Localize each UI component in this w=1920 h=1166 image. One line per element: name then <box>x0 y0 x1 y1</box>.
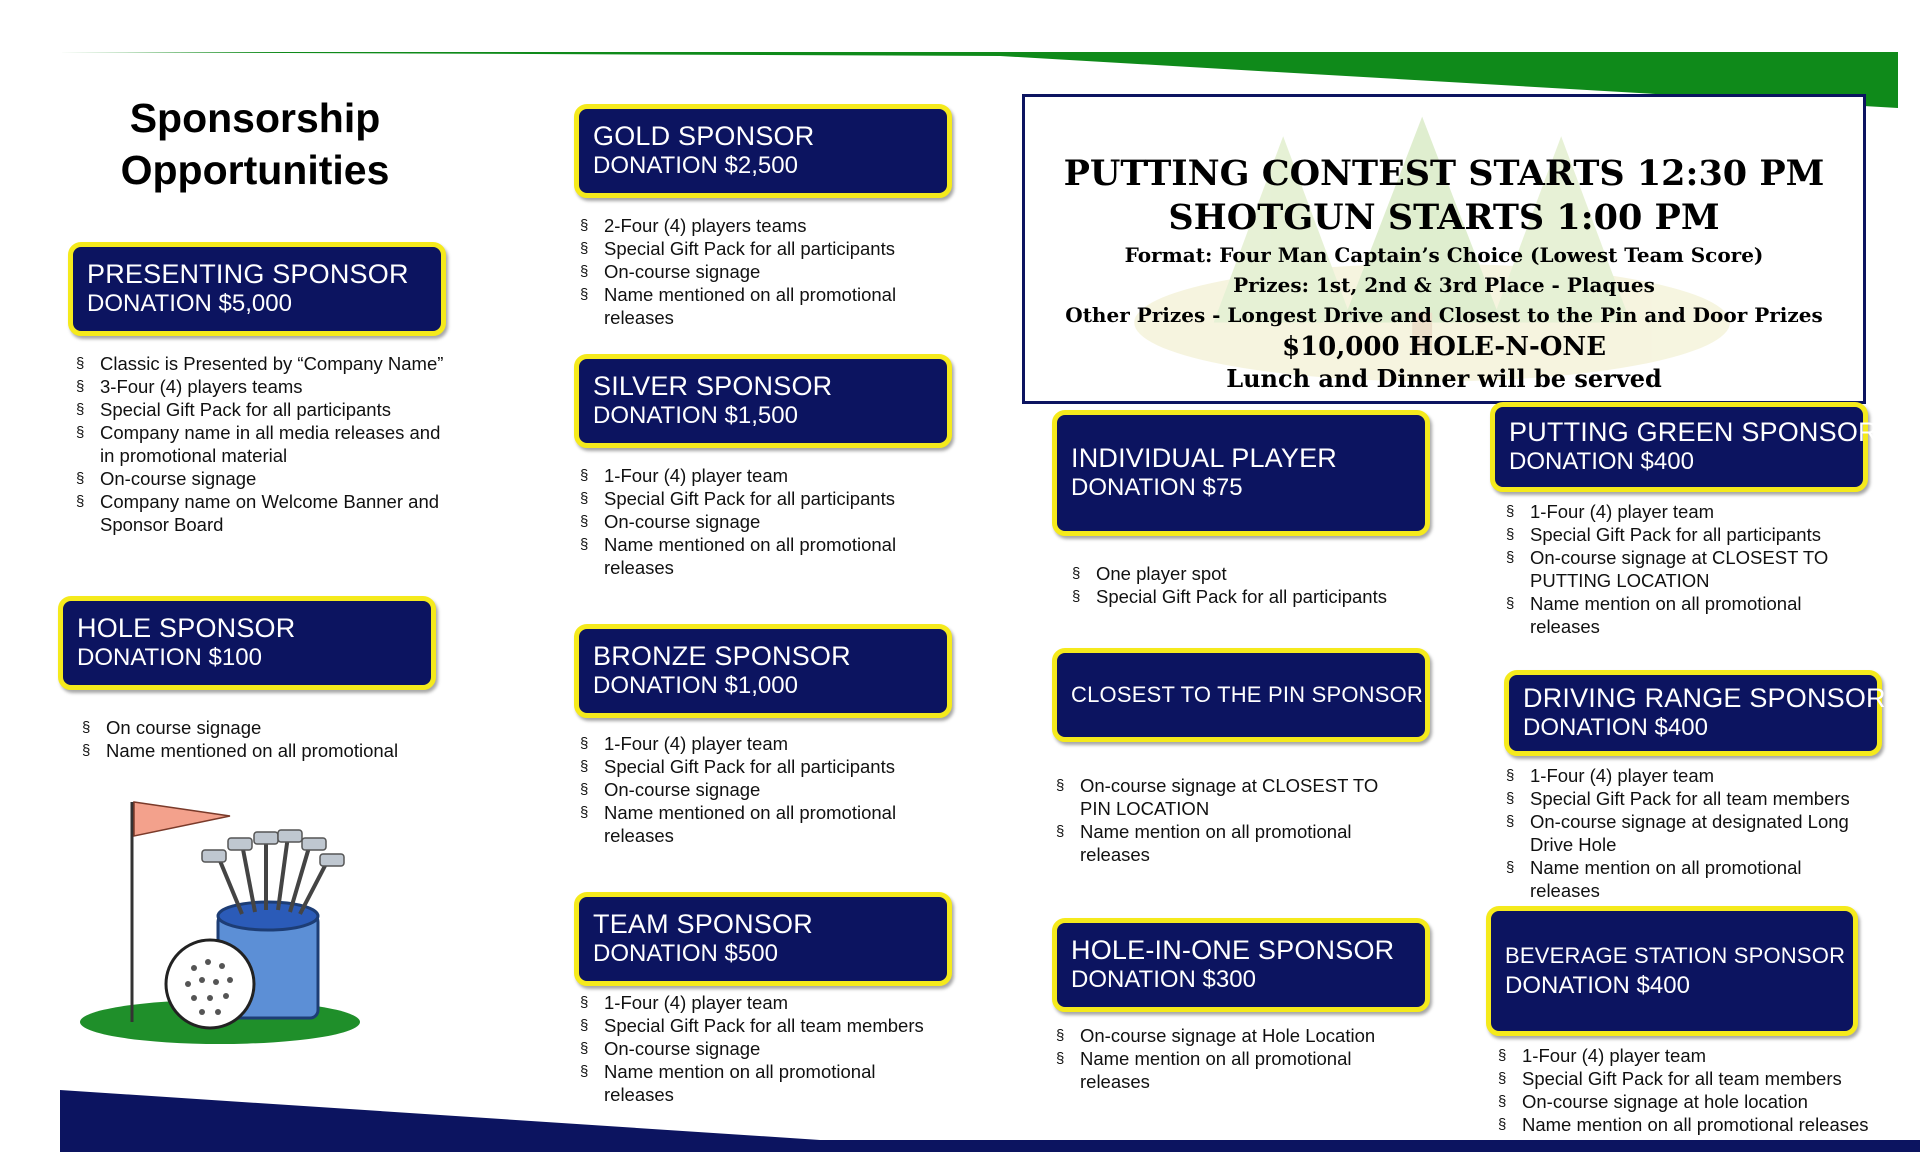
sponsor-donation: DONATION $400 <box>1505 972 1690 999</box>
title-line-2: Opportunities <box>120 147 390 193</box>
silver-sponsor-box <box>574 354 952 448</box>
benefit-item: § On course signage <box>80 716 460 739</box>
putting-green-benefits <box>1504 500 1864 638</box>
benefit-item: § Name mention on all promotional releases <box>1496 1113 1896 1136</box>
page-title <box>70 92 440 196</box>
hole-in-one-prize: $10,000 HOLE-N-ONE <box>1281 332 1607 362</box>
benefit-item: § Name mention on all promotional releases <box>1054 820 1414 866</box>
sponsor-name: HOLE-IN-ONE SPONSOR <box>1071 935 1395 965</box>
putting-green-box <box>1490 402 1878 492</box>
benefit-item: § Special Gift Pack for all team members <box>1504 787 1874 810</box>
benefit-item: § On-course signage at CLOSEST TO PIN LOCATION <box>1054 774 1414 820</box>
individual-player-box <box>1052 410 1430 536</box>
benefit-item: § On-course signage <box>578 260 938 283</box>
silver-benefits <box>578 464 938 579</box>
sponsor-name: DRIVING RANGE SPONSOR <box>1523 683 1886 713</box>
benefit-item: § 1-Four (4) player team <box>1504 764 1874 787</box>
closest-to-pin-box <box>1052 648 1430 742</box>
team-benefits <box>578 991 938 1106</box>
benefit-item: § Special Gift Pack for all participants <box>74 398 454 421</box>
benefit-item: § Name mention on all promotional releases <box>1504 592 1864 638</box>
hole-in-one-benefits <box>1054 1024 1414 1093</box>
benefit-item: § Company name in all media releases and in promotional material <box>74 421 454 467</box>
benefit-item: § One player spot <box>1070 562 1430 585</box>
title-line-1: Sponsorship <box>129 95 381 141</box>
sponsor-name: INDIVIDUAL PLAYER <box>1071 443 1337 473</box>
sponsor-donation: DONATION $400 <box>1523 714 1708 741</box>
other-prizes-line: Other Prizes - Longest Drive and Closest to the Pin and Door Prizes <box>1065 303 1823 327</box>
bronze-benefits <box>578 732 938 847</box>
sponsor-donation: DONATION $2,500 <box>593 152 798 179</box>
gold-sponsor-box <box>574 104 952 198</box>
benefit-item: § 3-Four (4) players teams <box>74 375 454 398</box>
sponsor-name: PRESENTING SPONSOR <box>87 259 409 289</box>
benefit-item: § On-course signage <box>578 1037 938 1060</box>
sponsor-name: BRONZE SPONSOR <box>593 641 851 671</box>
benefit-item: § On-course signage <box>578 778 938 801</box>
sponsor-name: TEAM SPONSOR <box>593 909 813 939</box>
benefit-item: § Name mentioned on all promotional releases <box>578 533 938 579</box>
putting-contest-time: PUTTING CONTEST STARTS 12:30 PM <box>1063 153 1825 194</box>
benefit-item: § On-course signage <box>74 467 454 490</box>
benefit-item: § 1-Four (4) player team <box>578 991 938 1014</box>
hole-benefits <box>80 716 460 762</box>
benefit-item: § Special Gift Pack for all participants <box>578 487 938 510</box>
benefit-item: § Name mentioned on all promotional <box>80 739 460 762</box>
benefit-item: § Special Gift Pack for all team members <box>1496 1067 1896 1090</box>
benefit-item: § Name mention on all promotional releases <box>1504 856 1874 902</box>
benefit-item: § Name mention on all promotional releases <box>578 1060 938 1106</box>
benefit-item: § 2-Four (4) players teams <box>578 214 938 237</box>
benefit-item: § Special Gift Pack for all participants <box>1504 523 1864 546</box>
prizes-line: Prizes: 1st, 2nd & 3rd Place - Plaques <box>1233 273 1655 297</box>
benefit-item: § Special Gift Pack for all participants <box>1070 585 1430 608</box>
driving-range-benefits <box>1504 764 1874 902</box>
sponsor-donation: DONATION $300 <box>1071 966 1256 993</box>
presenting-benefits <box>74 352 454 536</box>
benefit-item: § 1-Four (4) player team <box>578 464 938 487</box>
benefit-item: § Classic is Presented by “Company Name” <box>74 352 454 375</box>
sponsor-name: BEVERAGE STATION SPONSOR <box>1505 943 1846 968</box>
benefit-item: § 1-Four (4) player team <box>1504 500 1864 523</box>
shotgun-start-time: SHOTGUN STARTS 1:00 PM <box>1168 197 1720 238</box>
sponsor-donation: DONATION $400 <box>1509 448 1694 475</box>
sponsor-name: CLOSEST TO THE PIN SPONSOR <box>1071 682 1424 707</box>
hole-sponsor-box <box>58 596 436 690</box>
sponsor-donation: DONATION $500 <box>593 940 778 967</box>
closest-benefits <box>1054 774 1414 866</box>
golf-bag-illustration <box>70 790 370 1050</box>
team-sponsor-box <box>574 892 952 986</box>
benefit-item: § On-course signage at designated Long Drive Hole <box>1504 810 1874 856</box>
benefit-item: § On-course signage at hole location <box>1496 1090 1896 1113</box>
sponsor-donation: DONATION $5,000 <box>87 290 292 317</box>
benefit-item: § Name mentioned on all promotional releases <box>578 283 938 329</box>
benefit-item: § On-course signage at CLOSEST TO PUTTING LOCATION <box>1504 546 1864 592</box>
sponsor-name: GOLD SPONSOR <box>593 121 815 151</box>
benefit-item: § 1-Four (4) player team <box>1496 1044 1896 1067</box>
event-info-box <box>1022 94 1866 404</box>
hole-in-one-box <box>1052 918 1430 1012</box>
benefit-item: § Special Gift Pack for all participants <box>578 237 938 260</box>
beverage-station-box <box>1486 906 1858 1036</box>
benefit-item: § Special Gift Pack for all participants <box>578 755 938 778</box>
sponsor-donation: DONATION $1,000 <box>593 672 798 699</box>
meals-line: Lunch and Dinner will be served <box>1226 364 1662 393</box>
sponsor-donation: DONATION $1,500 <box>593 402 798 429</box>
benefit-item: § Special Gift Pack for all team members <box>578 1014 938 1037</box>
sponsor-donation: DONATION $100 <box>77 644 262 671</box>
benefit-item: § Name mentioned on all promotional releases <box>578 801 938 847</box>
bronze-sponsor-box <box>574 624 952 718</box>
benefit-item: § Name mention on all promotional releases <box>1054 1047 1414 1093</box>
benefit-item: § 1-Four (4) player team <box>578 732 938 755</box>
benefit-item: § On-course signage at Hole Location <box>1054 1024 1414 1047</box>
benefit-item: § Company name on Welcome Banner and Sponsor Board <box>74 490 454 536</box>
format-line: Format: Four Man Captain’s Choice (Lowest Team Score) <box>1124 243 1764 267</box>
sponsor-name: SILVER SPONSOR <box>593 371 833 401</box>
sponsor-name: HOLE SPONSOR <box>77 613 296 643</box>
presenting-sponsor-box <box>68 242 446 336</box>
benefit-item: § On-course signage <box>578 510 938 533</box>
driving-range-box <box>1504 670 1886 756</box>
sponsor-donation: DONATION $75 <box>1071 474 1243 501</box>
beverage-benefits <box>1496 1044 1896 1136</box>
gold-benefits <box>578 214 938 329</box>
individual-benefits <box>1070 562 1430 608</box>
sponsor-name: PUTTING GREEN SPONSOR <box>1509 417 1878 447</box>
